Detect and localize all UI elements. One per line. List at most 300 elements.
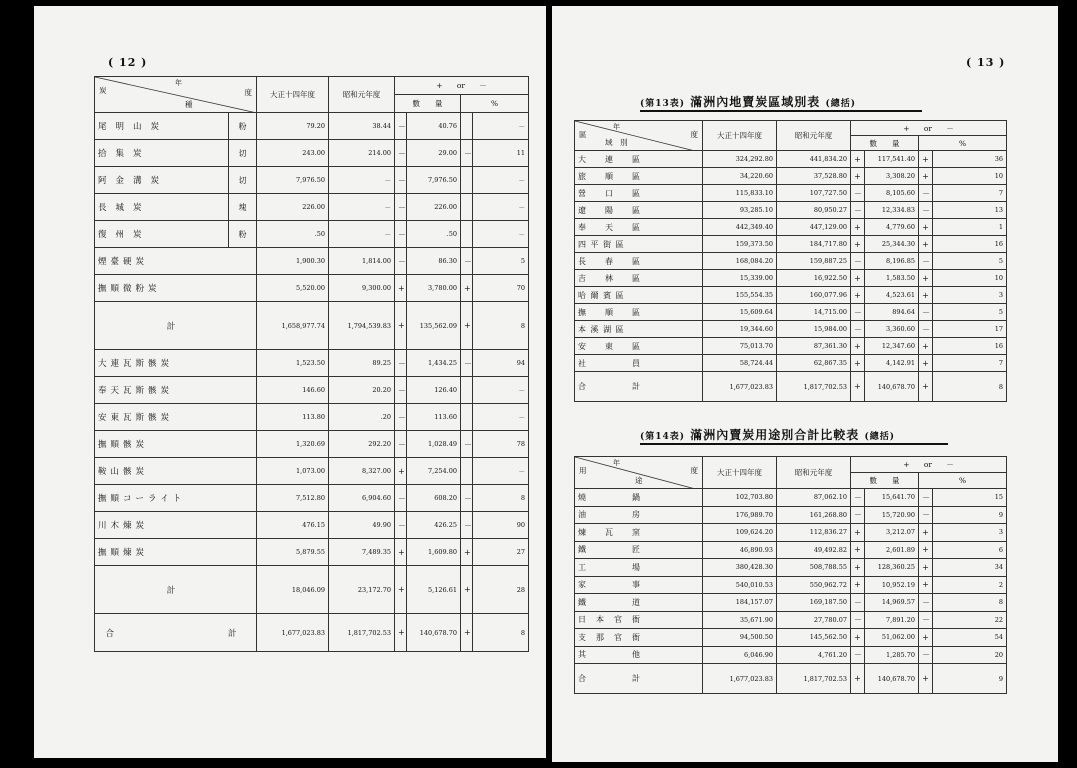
value-showa1: 87,062.10 [777,489,851,507]
coal-name: 安東瓦斯骸炭 [95,404,257,431]
diff-qty: 3,780.00 [407,275,461,302]
row-name: 旅 順 區 [575,168,703,185]
table-row [575,321,1007,338]
diff-qty: 135,562.09 [407,302,461,350]
table14-note: (總括) [864,432,895,442]
table-row [575,355,1007,372]
diag-top-label: 年 [175,79,182,87]
value-showa1: 89.25 [329,350,395,377]
t13-header-qty: 數 量 [851,136,919,151]
t14-header-col2: 昭和元年度 [777,457,851,489]
diff-pct: － [473,221,529,248]
value-taisho14: 324,292.80 [703,151,777,168]
diag-bottom-label: 種 [185,100,193,109]
row-name: 工 場 [575,559,703,577]
value-taisho14: 159,373.50 [703,236,777,253]
sign-qty: － [851,489,865,507]
sign-qty: + [395,458,407,485]
value-taisho14: 1,073.00 [257,458,329,485]
coal-name: 撫順コーライト [95,485,257,512]
table-row [575,236,1007,253]
diff-pct: 27 [473,539,529,566]
value-showa1: － [329,221,395,248]
sign-pct: + [919,372,933,402]
value-taisho14: 1,677,023.83 [257,614,329,652]
row-name: 撫 順 區 [575,304,703,321]
diff-pct: 28 [473,566,529,614]
value-taisho14: 1,523.50 [257,350,329,377]
diff-qty: 12,334.83 [865,202,919,219]
sign-pct: － [919,321,933,338]
diff-qty: 608.20 [407,485,461,512]
diff-qty: 7,891.20 [865,611,919,629]
row-name: 哈 爾 賓 區 [575,287,703,304]
t13-header-plus: + [903,123,910,133]
diff-qty: 426.25 [407,512,461,539]
table-row [95,302,529,350]
t13-header-or: or [923,123,932,133]
t13-diag-left: 區 [579,130,587,139]
region-sales-table [574,120,1007,402]
value-taisho14: 7,512.80 [257,485,329,512]
table-row [575,304,1007,321]
sign-pct: + [919,629,933,647]
value-taisho14: 102,703.80 [703,489,777,507]
diff-pct: － [473,167,529,194]
table-row [95,458,529,485]
diff-qty: 15,720.90 [865,506,919,524]
coal-unit: 切 [229,140,257,167]
diff-qty: 40.76 [407,113,461,140]
diff-pct: 78 [473,431,529,458]
t13-diagonal-line [575,121,703,151]
sign-qty: － [395,248,407,275]
sign-pct: － [461,350,473,377]
diff-qty: 140,678.70 [865,664,919,694]
sign-pct: + [919,270,933,287]
diff-qty: 2,601.89 [865,541,919,559]
coal-name: 阿金溝炭 [95,167,229,194]
row-name: 營 口 區 [575,185,703,202]
value-showa1: 14,715.00 [777,304,851,321]
diff-qty: 140,678.70 [407,614,461,652]
diff-pct: － [473,404,529,431]
value-taisho14: 1,677,023.83 [703,372,777,402]
diff-pct: 7 [933,355,1007,372]
value-taisho14: 184,157.07 [703,594,777,612]
value-taisho14: 5,520.00 [257,275,329,302]
sign-pct: + [919,664,933,694]
sign-pct: － [919,253,933,270]
header-change [395,77,529,95]
value-taisho14: 79.20 [257,113,329,140]
diff-qty: 14,969.57 [865,594,919,612]
table-row [575,168,1007,185]
diff-qty: 86.30 [407,248,461,275]
sign-qty: + [851,338,865,355]
diff-qty: 3,360.60 [865,321,919,338]
value-taisho14: 34,220.60 [703,168,777,185]
diff-pct: 20 [933,646,1007,664]
sign-qty: + [851,168,865,185]
page-number-left: ( 12 ) [108,56,148,69]
table14-label: (第14表) [640,432,686,442]
sign-qty: － [851,646,865,664]
sign-qty: + [851,270,865,287]
value-showa1: 27,780.07 [777,611,851,629]
value-taisho14: 6,046.90 [703,646,777,664]
diff-qty: 1,285.70 [865,646,919,664]
table14-title-block [640,426,895,443]
table-row [95,194,529,221]
coal-name: 川木煉炭 [95,512,257,539]
row-name: 四 平 街 區 [575,236,703,253]
diff-pct: 9 [933,506,1007,524]
table-row [575,372,1007,402]
diff-pct: － [473,458,529,485]
sign-pct: － [919,506,933,524]
table13-label: (第13表) [640,99,686,109]
table-row [95,248,529,275]
table-row [575,219,1007,236]
value-taisho14: 7,976.50 [257,167,329,194]
t13-header-change [851,121,1007,136]
table-row [95,431,529,458]
diff-pct: 16 [933,236,1007,253]
diff-pct: 94 [473,350,529,377]
sign-pct: + [461,539,473,566]
diff-pct: 34 [933,559,1007,577]
row-name: 鐵 道 [575,594,703,612]
diff-qty: 4,523.61 [865,287,919,304]
diff-pct: 9 [933,664,1007,694]
diff-pct: － [473,194,529,221]
row-name: 油 房 [575,506,703,524]
sign-pct: + [461,614,473,652]
diff-pct: 3 [933,287,1007,304]
coal-name: 撫順骸炭 [95,431,257,458]
value-showa1: 161,268.80 [777,506,851,524]
coal-name: 尾明山炭 [95,113,229,140]
sign-pct: － [919,594,933,612]
diff-pct: 8 [473,614,529,652]
sign-pct [461,404,473,431]
value-taisho14: 442,349.40 [703,219,777,236]
t13-diag-mid: 度 [690,130,698,139]
value-taisho14: 113.80 [257,404,329,431]
sign-pct: + [919,524,933,542]
diff-qty: 128,360.25 [865,559,919,577]
value-showa1: 1,817,702.53 [329,614,395,652]
value-showa1: 15,984.00 [777,321,851,338]
value-showa1: 292.20 [329,431,395,458]
value-taisho14: 146.60 [257,377,329,404]
sign-pct: + [461,275,473,302]
table-row [575,541,1007,559]
sign-pct: + [919,168,933,185]
value-showa1: 6,904.60 [329,485,395,512]
diff-qty: 8,105.60 [865,185,919,202]
t13-header-col2: 昭和元年度 [777,121,851,151]
value-taisho14: 115,833.10 [703,185,777,202]
coal-name: 奉天瓦斯骸炭 [95,377,257,404]
diff-qty: 7,976.50 [407,167,461,194]
value-taisho14: 35,671.90 [703,611,777,629]
sign-qty: + [851,287,865,304]
value-showa1: 87,361.30 [777,338,851,355]
value-taisho14: 1,900.30 [257,248,329,275]
coal-name: 復州炭 [95,221,229,248]
value-taisho14: 226.00 [257,194,329,221]
sign-qty: － [851,611,865,629]
sign-pct: － [919,611,933,629]
diff-qty: 1,028.49 [407,431,461,458]
value-taisho14: 75,013.70 [703,338,777,355]
sign-pct: － [919,304,933,321]
sign-qty: － [395,512,407,539]
value-showa1: 9,300.00 [329,275,395,302]
value-showa1: － [329,194,395,221]
sign-qty: + [851,559,865,577]
row-name: 社 員 [575,355,703,372]
diag-mid-label: 度 [244,88,252,97]
value-showa1: 145,562.50 [777,629,851,647]
sign-qty: － [851,202,865,219]
sign-pct [461,194,473,221]
sign-qty: － [395,485,407,512]
diff-qty: 1,609.80 [407,539,461,566]
t14-header-or: or [923,460,932,469]
t14-diag-bottom: 途 [635,476,643,485]
sign-qty: + [851,576,865,594]
row-name: 長 春 區 [575,253,703,270]
sign-qty: － [395,194,407,221]
diff-qty: 894.64 [865,304,919,321]
value-taisho14: .50 [257,221,329,248]
sign-qty: + [851,151,865,168]
sign-pct: + [919,338,933,355]
table-row [95,113,529,140]
sign-pct: － [461,431,473,458]
row-name: 支 那 官 衙 [575,629,703,647]
diff-qty: 126.40 [407,377,461,404]
diff-qty: 113.60 [407,404,461,431]
value-showa1: 23,172.70 [329,566,395,614]
sign-pct: + [919,219,933,236]
diff-pct: 54 [933,629,1007,647]
value-showa1: 112,836.27 [777,524,851,542]
row-name: 煉 瓦 窯 [575,524,703,542]
sign-qty: － [395,350,407,377]
t13-header-minus: － [946,123,954,133]
value-showa1: 38.44 [329,113,395,140]
table-row [95,350,529,377]
table-row [575,185,1007,202]
diff-pct: 10 [933,270,1007,287]
value-taisho14: 168,084.20 [703,253,777,270]
value-showa1: 1,794,539.83 [329,302,395,350]
sign-qty: － [851,321,865,338]
value-showa1: 1,817,702.53 [777,372,851,402]
t14-header-diagonal-cell [575,457,703,489]
row-name: 本 溪 湖 區 [575,321,703,338]
diff-pct: 36 [933,151,1007,168]
sign-pct: + [919,541,933,559]
value-showa1: 16,922.50 [777,270,851,287]
diff-qty: 117,541.40 [865,151,919,168]
coal-type-table [94,76,529,652]
sign-qty: － [851,506,865,524]
table-row [575,646,1007,664]
diff-qty: 5,126.61 [407,566,461,614]
left-page [34,6,546,758]
table-row [575,506,1007,524]
diff-pct: 22 [933,611,1007,629]
sign-pct [461,167,473,194]
diff-pct: 7 [933,185,1007,202]
diff-pct: 11 [473,140,529,167]
diff-pct: 8 [933,372,1007,402]
value-taisho14: 5,879.55 [257,539,329,566]
diff-pct: 5 [933,253,1007,270]
sign-qty: － [851,304,865,321]
value-showa1: 184,717.80 [777,236,851,253]
value-showa1: 49.90 [329,512,395,539]
diff-pct: － [473,377,529,404]
table-row [95,221,529,248]
diff-pct: 90 [473,512,529,539]
table13-title: 滿洲內地賣炭區域別表 [690,95,821,109]
coal-name: 合 計 [95,614,257,652]
value-taisho14: 19,344.60 [703,321,777,338]
coal-name: 煙臺硬炭 [95,248,257,275]
table-row [575,202,1007,219]
t14-header-col1: 大正十四年度 [703,457,777,489]
coal-name: 大連瓦斯骸炭 [95,350,257,377]
t14-header-change [851,457,1007,473]
value-taisho14: 476.15 [257,512,329,539]
row-name: 合 計 [575,372,703,402]
t14-header-qty: 數 量 [851,473,919,489]
sign-qty: － [395,221,407,248]
diff-pct: 10 [933,168,1007,185]
value-taisho14: 15,339.00 [703,270,777,287]
t14-diag-mid: 度 [690,466,698,475]
row-name: 家 事 [575,576,703,594]
sign-pct: + [461,566,473,614]
row-name: 合 計 [575,664,703,694]
right-page [552,6,1058,762]
diff-qty: 29.00 [407,140,461,167]
sign-qty: － [851,185,865,202]
sign-pct: + [919,236,933,253]
table-row [575,629,1007,647]
sign-qty: － [395,377,407,404]
table13-title-underline [640,110,922,112]
diff-pct: 5 [473,248,529,275]
value-showa1: 169,187.50 [777,594,851,612]
value-showa1: 20.20 [329,377,395,404]
value-showa1: 49,492.82 [777,541,851,559]
t13-header-col1: 大正十四年度 [703,121,777,151]
sign-pct: + [919,559,933,577]
value-taisho14: 93,285.10 [703,202,777,219]
value-taisho14: 380,428.30 [703,559,777,577]
value-showa1: 1,817,702.53 [777,664,851,694]
t14-header-minus: － [946,460,954,469]
sign-pct: － [461,248,473,275]
header-plus: + [436,81,443,90]
t14-diag-top: 年 [613,459,620,467]
diff-qty: 8,196.85 [865,253,919,270]
sign-qty: － [395,404,407,431]
sign-pct: － [461,485,473,512]
value-taisho14: 243.00 [257,140,329,167]
sign-pct: － [919,646,933,664]
coal-unit: 粉 [229,221,257,248]
value-taisho14: 176,989.70 [703,506,777,524]
value-taisho14: 15,609.64 [703,304,777,321]
diff-pct: 17 [933,321,1007,338]
value-showa1: .20 [329,404,395,431]
header-pct: % [461,95,529,113]
t13-header-diagonal-cell [575,121,703,151]
usage-sales-table [574,456,1007,694]
value-showa1: 447,129.00 [777,219,851,236]
coal-name: 撫順微粉炭 [95,275,257,302]
table-row [575,270,1007,287]
sign-qty: － [395,140,407,167]
table-row [95,512,529,539]
table-row [575,253,1007,270]
row-name: 燒 鍋 [575,489,703,507]
table-row [575,151,1007,168]
row-name: 日 本 官 衙 [575,611,703,629]
sign-pct: + [919,287,933,304]
table-row [575,559,1007,577]
diff-qty: 4,142.91 [865,355,919,372]
value-showa1: － [329,167,395,194]
coal-name: 拾集炭 [95,140,229,167]
row-name: 奉 天 區 [575,219,703,236]
sign-qty: + [851,236,865,253]
coal-unit: 粉 [229,113,257,140]
sign-qty: + [851,355,865,372]
table-row [95,377,529,404]
table-row [95,167,529,194]
diff-qty: 12,347.60 [865,338,919,355]
table-row [575,338,1007,355]
value-showa1: 508,788.55 [777,559,851,577]
diag-left-label: 炭 [99,86,107,95]
row-name: 大 連 區 [575,151,703,168]
diff-qty: 7,254.00 [407,458,461,485]
diff-pct: 3 [933,524,1007,542]
coal-name: 計 [95,302,257,350]
table-row [575,664,1007,694]
sign-pct: + [919,151,933,168]
diff-qty: 1,434.25 [407,350,461,377]
row-name: 吉 林 區 [575,270,703,287]
value-taisho14: 155,554.35 [703,287,777,304]
value-showa1: 441,834.20 [777,151,851,168]
sign-pct [461,221,473,248]
value-taisho14: 18,046.09 [257,566,329,614]
diff-qty: 15,641.70 [865,489,919,507]
header-qty: 數 量 [395,95,461,113]
sign-qty: － [851,594,865,612]
coal-name: 計 [95,566,257,614]
